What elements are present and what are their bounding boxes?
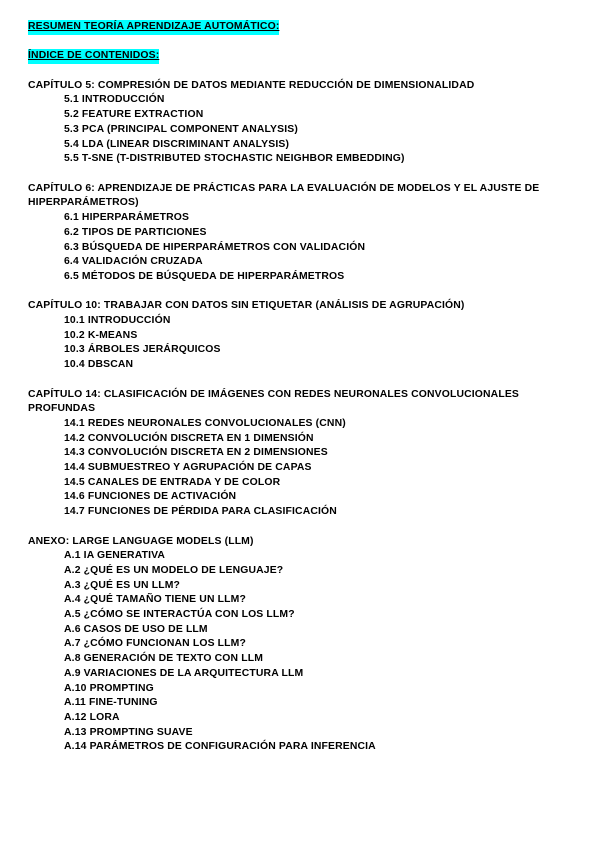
- toc-entry: A.7 ¿CÓMO FUNCIONAN LOS LLM?: [64, 638, 246, 650]
- toc-entry: 14.6 FUNCIONES DE ACTIVACIÓN: [64, 491, 237, 503]
- chapter-heading: CAPÍTULO 10: TRABAJAR CON DATOS SIN ETIQUETAR (ANÁLISIS DE AGRUPACIÓN): [28, 300, 465, 312]
- chapter-heading: ANEXO: LARGE LANGUAGE MODELS (LLM): [28, 535, 254, 547]
- toc-entry: A.11 FINE-TUNING: [64, 697, 158, 709]
- toc-entry: A.12 LORA: [64, 711, 120, 723]
- toc-entry: 6.1 HIPERPARÁMETROS: [64, 212, 190, 224]
- toc-entry: A.10 PROMPTING: [64, 682, 154, 694]
- toc-entry: 10.2 K-MEANS: [64, 329, 138, 341]
- toc-entry: 6.3 BÚSQUEDA DE HIPERPARÁMETROS CON VALIDACIÓN: [64, 241, 366, 253]
- toc-section: [28, 388, 573, 520]
- toc-entry: 14.5 CANALES DE ENTRADA Y DE COLOR: [64, 476, 281, 488]
- toc-entry: A.14 PARÁMETROS DE CONFIGURACIÓN PARA INFERENCIA: [64, 741, 376, 753]
- toc-section: [28, 535, 573, 756]
- toc-entry: 14.4 SUBMUESTREO Y AGRUPACIÓN DE CAPAS: [64, 462, 312, 474]
- toc-entry: 10.4 DBSCAN: [64, 359, 134, 371]
- chapter-heading: CAPÍTULO 6: APRENDIZAJE DE PRÁCTICAS PARA LA EVALUACIÓN DE MODELOS Y EL AJUSTE DE HIPERPARÁMETROS): [28, 182, 540, 209]
- toc-entry: A.8 GENERACIÓN DE TEXTO CON LLM: [64, 653, 264, 665]
- toc-entry: 14.2 CONVOLUCIÓN DISCRETA EN 1 DIMENSIÓN: [64, 432, 314, 444]
- toc-entry: A.3 ¿QUÉ ES UN LLM?: [64, 579, 180, 591]
- toc-entry: 10.3 ÁRBOLES JERÁRQUICOS: [64, 344, 221, 356]
- document-page: [28, 20, 573, 770]
- toc-entry: 5.4 LDA (LINEAR DISCRIMINANT ANALYSIS): [64, 138, 290, 150]
- toc-entry: 10.1 INTRODUCCIÓN: [64, 315, 171, 326]
- chapter-heading: CAPÍTULO 14: CLASIFICACIÓN DE IMÁGENES CON REDES NEURONALES CONVOLUCIONALES PROFUNDAS: [28, 388, 519, 415]
- toc-entry: A.2 ¿QUÉ ES UN MODELO DE LENGUAJE?: [64, 564, 284, 576]
- toc-entry: 5.1 INTRODUCCIÓN: [64, 94, 165, 106]
- toc-section: [28, 182, 573, 285]
- chapter-heading: CAPÍTULO 5: COMPRESIÓN DE DATOS MEDIANTE REDUCCIÓN DE DIMENSIONALIDAD: [28, 79, 475, 91]
- toc-entry: A.6 CASOS DE USO DE LLM: [64, 623, 208, 635]
- document-header: [28, 20, 573, 64]
- toc-entry: 5.5 T-SNE (T-DISTRIBUTED STOCHASTIC NEIGHBOR EMBEDDING): [64, 153, 405, 165]
- document-title: RESUMEN TEORÍA APRENDIZAJE AUTOMÁTICO:: [28, 20, 279, 35]
- table-of-contents: [28, 79, 573, 755]
- toc-entry: 5.2 FEATURE EXTRACTION: [64, 109, 204, 121]
- toc-entry: 6.5 MÉTODOS DE BÚSQUEDA DE HIPERPARÁMETROS: [64, 270, 345, 282]
- toc-entry: A.1 IA GENERATIVA: [64, 550, 166, 562]
- toc-entry: A.9 VARIACIONES DE LA ARQUITECTURA LLM: [64, 667, 304, 679]
- toc-section: [28, 299, 573, 373]
- toc-section: [28, 79, 573, 167]
- toc-entry: 14.3 CONVOLUCIÓN DISCRETA EN 2 DIMENSIONES: [64, 447, 328, 459]
- toc-entry: 14.1 REDES NEURONALES CONVOLUCIONALES (CNN): [64, 417, 346, 429]
- toc-entry: 5.3 PCA (PRINCIPAL COMPONENT ANALYSIS): [64, 123, 298, 135]
- toc-entry: A.5 ¿CÓMO SE INTERACTÚA CON LOS LLM?: [64, 609, 295, 621]
- toc-entry: A.4 ¿QUÉ TAMAÑO TIENE UN LLM?: [64, 594, 246, 606]
- toc-entry: 6.4 VALIDACIÓN CRUZADA: [64, 256, 203, 268]
- toc-entry: A.13 PROMPTING SUAVE: [64, 726, 193, 738]
- toc-entry: 14.7 FUNCIONES DE PÉRDIDA PARA CLASIFICACIÓN: [64, 506, 337, 518]
- toc-entry: 6.2 TIPOS DE PARTICIONES: [64, 226, 207, 238]
- index-heading: ÍNDICE DE CONTENIDOS:: [28, 49, 159, 64]
